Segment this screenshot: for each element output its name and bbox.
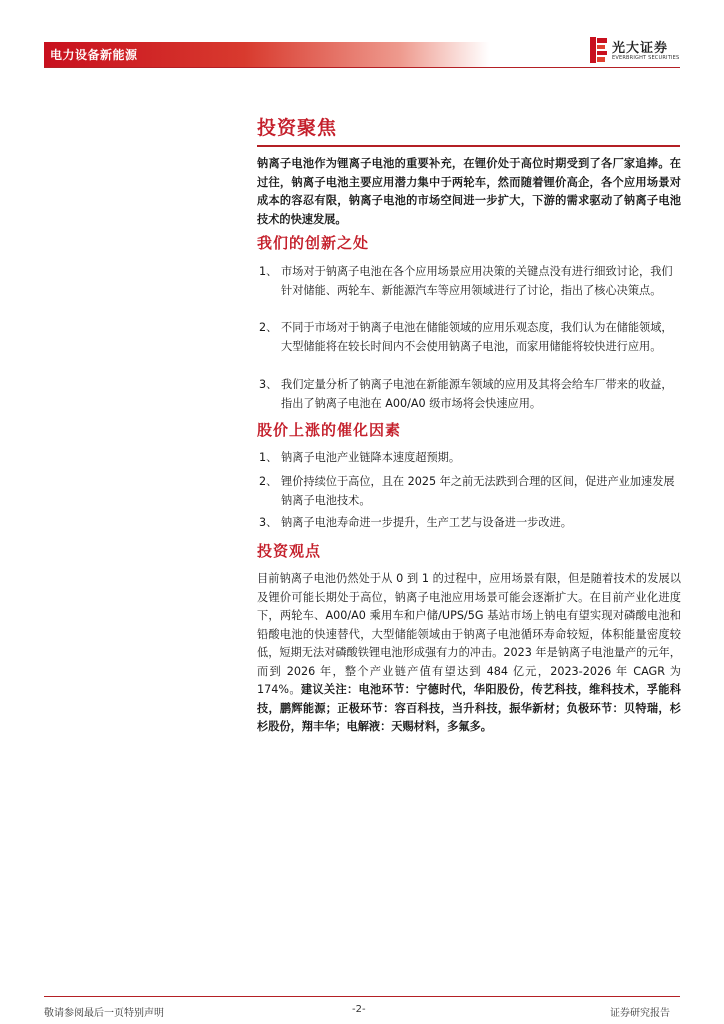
page-number: -2- <box>352 1004 366 1015</box>
view-heading: 投资观点 <box>257 542 322 560</box>
view-recommendation: 建议关注：电池环节：宁德时代，华阳股份，传艺科技，维科技术，孚能科技，鹏辉能源；正极环节：容百科技，当升科技，振华新材；负极环节：贝特瑞，杉杉股份，翔丰华；电解液：天赐材料，多氟多。 <box>257 683 681 733</box>
item-number: 1、 <box>259 451 278 464</box>
item-text: 不同于市场对于钠离子电池在储能领域的应用乐观态度，我们认为在储能领域，大型储能将在较长时间内不会使用钠离子电池，而家用储能将较快进行应用。 <box>281 321 673 353</box>
item-number: 2、 <box>259 475 278 488</box>
title-underline <box>257 145 680 147</box>
view-body: 目前钠离子电池仍然处于从 0 到 1 的过程中，应用场景有限，但是随着技术的发展以及锂价可能长期处于高位，钠离子电池应用场景可能会逐渐扩大。在目前产业化进度下，两轮车、A00/A0 乘用车和户储/UPS/5G 基站市场上钠电有望实现对磷酸电池和铅酸电池的快速替代，大型储能领域由于钠离子电池循环寿命较短，体积能量密度较低，短期无法对磷酸铁锂电池形成强有力的冲击。2023 年是钠离子电池量产的元年，而到 2026 年，整个产业链产值有望达到 484 亿元，2023-2026 年 CAGR 为 174%。 <box>257 572 681 696</box>
footer-disclaimer: 敬请参阅最后一页特别声明 <box>44 1008 164 1019</box>
innovation-heading: 我们的创新之处 <box>257 234 370 252</box>
innovation-item <box>257 263 681 300</box>
catalyst-heading: 股价上涨的催化因素 <box>257 421 402 439</box>
logo-name-cn: 光大证券 <box>612 41 669 56</box>
item-text: 我们定量分析了钠离子电池在新能源车领域的应用及其将会给车厂带来的收益，指出了钠离子电池在 A00/A0 级市场将会快速应用。 <box>281 378 673 410</box>
footer-divider <box>44 996 680 997</box>
page-title: 投资聚焦 <box>257 117 338 139</box>
catalyst-item <box>257 473 681 510</box>
catalyst-item <box>257 514 681 533</box>
footer-report-type: 证券研究报告 <box>610 1008 670 1019</box>
catalyst-item <box>257 449 681 468</box>
logo-mark-icon <box>590 37 608 63</box>
header-section-label: 电力设备新能源 <box>50 48 138 62</box>
item-number: 1、 <box>259 265 278 278</box>
item-number: 2、 <box>259 321 278 334</box>
item-number: 3、 <box>259 378 278 391</box>
view-paragraph <box>257 570 681 737</box>
item-text: 市场对于钠离子电池在各个应用场景应用决策的关键点没有进行细致讨论，我们针对储能、两轮车、新能源汽车等应用领域进行了讨论，指出了核心决策点。 <box>281 265 673 297</box>
logo-name-en: EVERBRIGHT SECURITIES <box>612 55 680 61</box>
item-number: 3、 <box>259 516 278 529</box>
item-text: 锂价持续位于高位，且在 2025 年之前无法跌到合理的区间，促进产业加速发展钠离子电池技术。 <box>281 475 675 507</box>
intro-paragraph: 钠离子电池作为锂离子电池的重要补充，在锂价处于高位时期受到了各厂家追捧。在过往，钠离子电池主要应用潜力集中于两轮车，然而随着锂价高企，各个应用场景对成本的容忍有限，钠离子电池的市场空间进一步扩大，下游的需求驱动了钠离子电池技术的快速发展。 <box>257 157 681 226</box>
item-text: 钠离子电池产业链降本速度超预期。 <box>281 451 461 464</box>
innovation-item <box>257 376 681 413</box>
item-text: 钠离子电池寿命进一步提升，生产工艺与设备进一步改进。 <box>281 516 572 529</box>
innovation-item <box>257 319 681 356</box>
company-logo <box>590 37 682 65</box>
header-divider <box>44 67 680 68</box>
